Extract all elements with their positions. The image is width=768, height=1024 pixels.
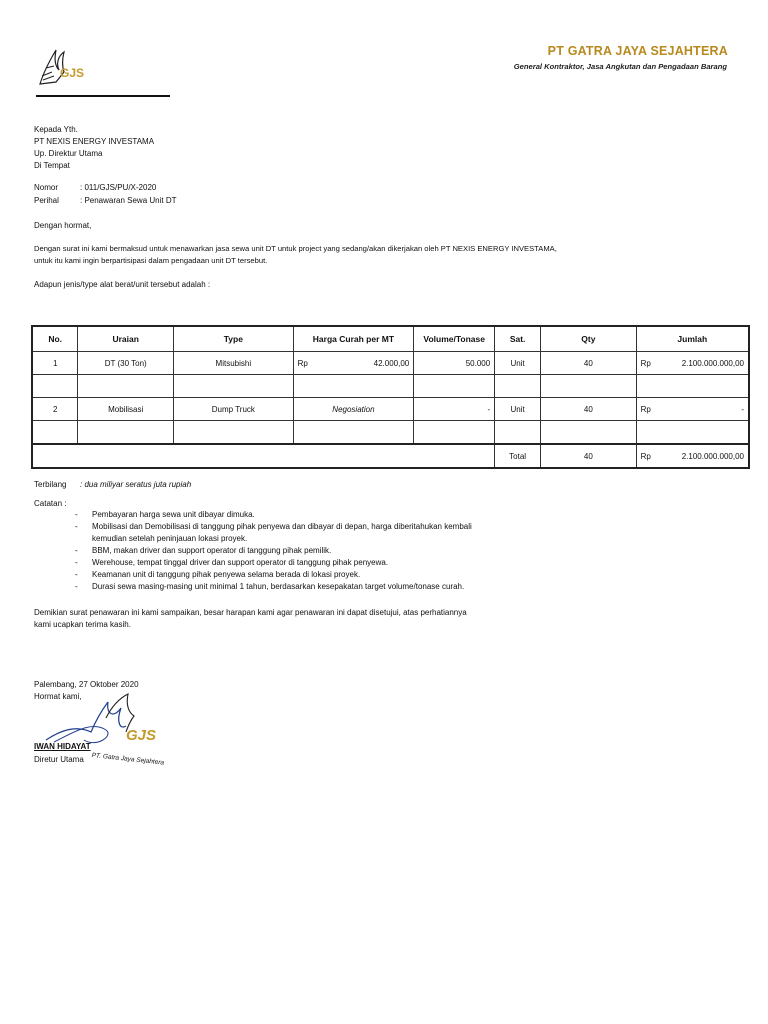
dash-icon: - — [75, 546, 78, 555]
note-text: Keamanan unit di tanggung pihak penyewa selama berada di lokasi proyek. — [92, 570, 361, 579]
col-header: Sat. — [495, 326, 541, 352]
closing-line-2: kami ucapkan terima kasih. — [34, 620, 131, 629]
note-text: BBM, makan driver dan support operator di tanggung pihak pemilik. — [92, 546, 332, 555]
cell-harga-note: Negosiation — [293, 398, 414, 421]
currency-label: Rp — [640, 358, 651, 368]
notes-list — [75, 509, 472, 593]
signer-name: IWAN HIDAYAT — [34, 742, 91, 751]
list-item — [75, 581, 472, 593]
dash-icon: - — [75, 570, 78, 579]
col-header: No. — [32, 326, 78, 352]
note-text: kemudian setelah peninjauan lokasi proyek. — [92, 534, 248, 543]
col-header: Jumlah — [636, 326, 749, 352]
terbilang-label: Terbilang — [34, 480, 67, 489]
currency-label: Rp — [640, 404, 651, 414]
list-item — [92, 533, 472, 545]
catatan-title: Catatan : — [34, 499, 67, 508]
cell-no: 2 — [32, 398, 78, 421]
company-name: PT GATRA JAYA SEJAHTERA — [547, 44, 728, 58]
stamp-text: PT. Gatra Jaya Sejahtera — [91, 752, 165, 767]
recipient-block — [34, 124, 154, 172]
col-header: Volume/Tonase — [414, 326, 495, 352]
cell-type: Dump Truck — [174, 398, 294, 421]
logo-text: GJS — [60, 66, 85, 80]
dash-icon: - — [75, 558, 78, 567]
list-item — [75, 509, 472, 521]
cell-sat: Unit — [495, 398, 541, 421]
nomor-label: Nomor — [34, 183, 59, 192]
col-header: Harga Curah per MT — [293, 326, 414, 352]
nomor-value: : 011/GJS/PU/X-2020 — [80, 183, 157, 192]
recipient-attention: Up. Direktur Utama — [34, 149, 103, 158]
note-text: Werehouse, tempat tinggal driver dan support operator di tanggung pihak penyewa. — [92, 558, 389, 567]
signer-title: Diretur Utama — [34, 755, 84, 764]
cell-volume: 50.000 — [414, 352, 495, 375]
table-total-row — [32, 444, 749, 468]
cell-uraian: Mobilisasi — [78, 398, 174, 421]
place-date: Palembang, 27 Oktober 2020 — [34, 680, 139, 689]
header-underline — [36, 95, 170, 97]
total-label: Total — [495, 444, 541, 468]
dash-icon: - — [75, 582, 78, 591]
col-header: Type — [174, 326, 294, 352]
dash-icon: - — [75, 522, 78, 531]
cell-qty: 40 — [541, 352, 637, 375]
col-header: Uraian — [78, 326, 174, 352]
table-row — [32, 352, 749, 375]
note-text: Pembayaran harga sewa unit dibayar dimuka. — [92, 510, 255, 519]
cell-volume: - — [414, 398, 495, 421]
note-text: Mobilisasi dan Demobilisasi di tanggung pihak penyewa dan dibayar di depan, harga diberitahukan kembali — [92, 522, 472, 531]
currency-label: Rp — [640, 451, 651, 461]
quotation-table — [31, 325, 750, 469]
recipient-place: Di Tempat — [34, 161, 70, 170]
total-value: 2.100.000.000,00 — [681, 451, 744, 461]
intro-line-2: untuk itu kami ingin berpartisipasi dalam pengadaan unit DT tersebut. — [34, 256, 268, 265]
table-header-row — [32, 326, 749, 352]
currency-label: Rp — [297, 358, 308, 368]
dash-icon: - — [75, 510, 78, 519]
cell-type: Mitsubishi — [174, 352, 294, 375]
list-item — [75, 521, 472, 533]
cell-jumlah — [636, 398, 749, 421]
perihal-label: Perihal — [34, 196, 59, 205]
intro-line-3: Adapun jenis/type alat berat/unit tersebut adalah : — [34, 280, 211, 289]
cell-sat: Unit — [495, 352, 541, 375]
regards: Hormat kami, — [34, 692, 82, 701]
perihal-value: : Penawaran Sewa Unit DT — [80, 196, 177, 205]
closing-line-1: Demikian surat penawaran ini kami sampaikan, besar harapan kami agar penawaran ini dapat disetujui, atas perhatiannya — [34, 608, 467, 617]
recipient-line: Kepada Yth. — [34, 125, 78, 134]
list-item — [75, 569, 472, 581]
terbilang-value: : dua miliyar seratus juta rupiah — [80, 480, 192, 489]
table-row-empty — [32, 421, 749, 445]
total-qty: 40 — [541, 444, 637, 468]
cell-qty: 40 — [541, 398, 637, 421]
intro-line-1: Dengan surat ini kami bermaksud untuk menawarkan jasa sewa unit DT untuk project yang sedang/akan dikerjakan oleh PT NEXIS ENERGY INVESTAMA, — [34, 244, 557, 253]
jumlah-value: 2.100.000.000,00 — [681, 358, 744, 368]
cell-uraian: DT (30 Ton) — [78, 352, 174, 375]
total-jumlah — [636, 444, 749, 468]
note-text: Durasi sewa masing-masing unit minimal 1 tahun, berdasarkan kesepakatan target volume/tonase curah. — [92, 582, 465, 591]
harga-value: 42.000,00 — [373, 358, 410, 368]
table-row-empty — [32, 375, 749, 398]
jumlah-value: - — [741, 404, 744, 414]
cell-harga — [293, 352, 414, 375]
recipient-company: PT NEXIS ENERGY INVESTAMA — [34, 137, 155, 146]
col-header: Qty — [541, 326, 637, 352]
stamp-logo: GJS — [126, 727, 157, 744]
table-row — [32, 398, 749, 421]
cell-jumlah — [636, 352, 749, 375]
cell-no: 1 — [32, 352, 78, 375]
list-item — [75, 557, 472, 569]
greeting: Dengan hormat, — [34, 221, 92, 230]
list-item — [75, 545, 472, 557]
company-tagline: General Kontraktor, Jasa Angkutan dan Pengadaan Barang — [513, 62, 727, 71]
